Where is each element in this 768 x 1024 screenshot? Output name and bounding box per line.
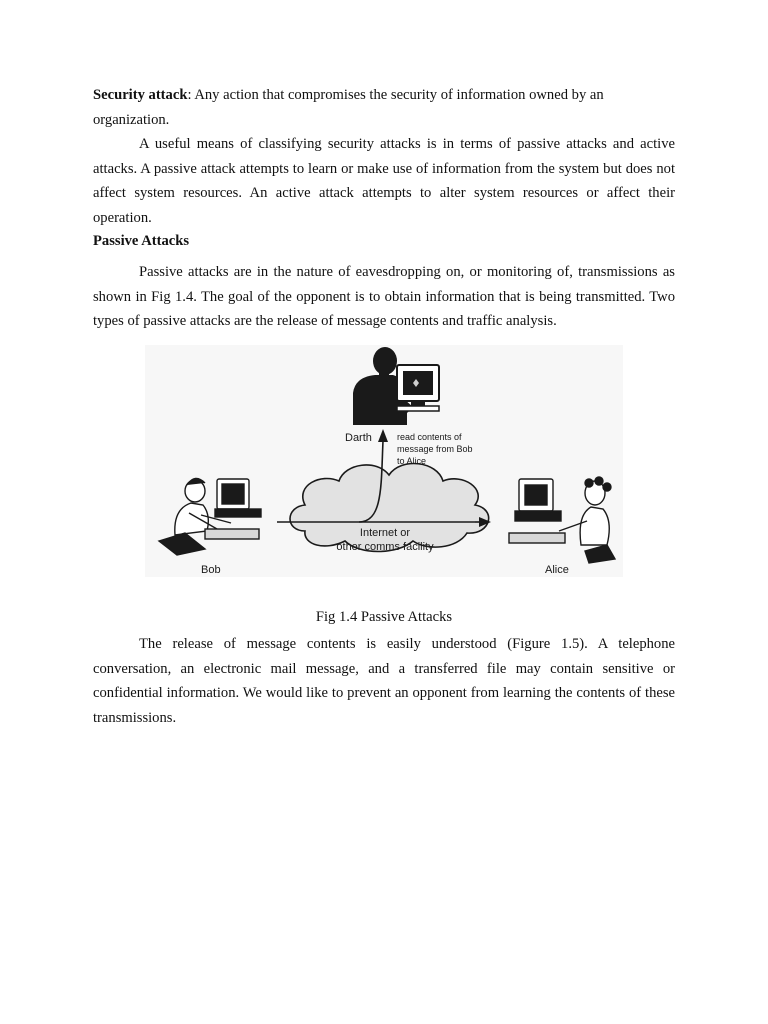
passive-attacks-paragraph: Passive attacks are in the nature of eavesdropping on, or monitoring of, transmissions as shown in Fig 1.4. The goal of the opponent is to obtain information that is being transmitted. Two types of passive attacks are the release of message contents and traffic analysis.	[93, 264, 675, 329]
read-label-line-3: to Alice	[397, 456, 427, 466]
message-contents-paragraph: The release of message contents is easily understood (Figure 1.5). A telephone conversation, an electronic mail message, and a transferred file may contain sensitive or confidential information. We would like to prevent an opponent from learning the contents of these transmissions.	[93, 636, 675, 726]
cloud-label-line-1: Internet or	[359, 527, 411, 539]
alice-label: Alice	[545, 564, 569, 576]
classification-paragraph: A useful means of classifying security attacks is in terms of passive attacks and active attacks. A passive attack attempts to learn or make use of information from the system but does not affect system resources. An active attack attempts to alter system resources or affect their operation.	[93, 136, 675, 226]
figure-caption: Fig 1.4 Passive Attacks	[315, 609, 453, 625]
read-label-line-1: read contents of	[397, 432, 462, 442]
passive-attacks-figure	[145, 345, 623, 577]
darth-label: Darth	[345, 432, 372, 444]
passive-attacks-heading: Passive Attacks	[93, 233, 190, 249]
security-attack-text: : Any action that compromises the security of information owned by an organization.	[93, 87, 604, 128]
read-label-line-2: message from Bob	[397, 444, 473, 454]
security-attack-term: Security attack	[93, 87, 188, 103]
bob-label: Bob	[201, 564, 221, 576]
security-attack-definition	[93, 83, 675, 132]
cloud-label-line-2: other comms facility	[336, 541, 434, 553]
